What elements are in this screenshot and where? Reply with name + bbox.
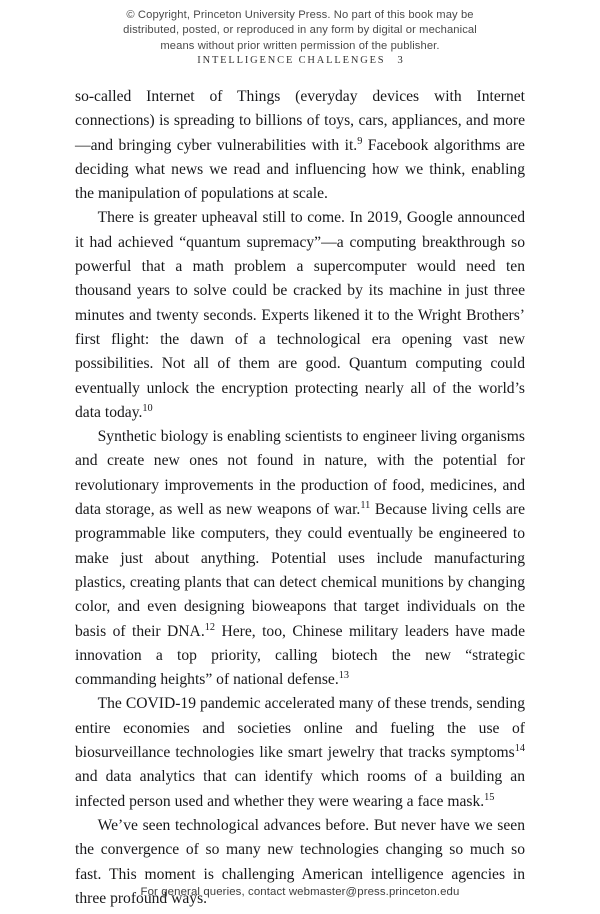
footnote-marker[interactable]: 10 bbox=[142, 402, 153, 414]
copyright-notice bbox=[70, 8, 530, 54]
running-head-title: INTELLIGENCE CHALLENGES bbox=[197, 55, 386, 66]
copyright-line-2: distributed, posted, or reproduced in any form by digital or mechanical bbox=[123, 24, 477, 37]
paragraph-text: so-called Internet of Things (everyday devices with Internet connections) is spreading to billions of toys, cars, appliances, and more—and bringing cyber vulnerabilities with it. bbox=[75, 88, 525, 154]
body-text-block bbox=[75, 85, 525, 911]
paragraph-text: Synthetic biology is enabling scientists to engineer living organisms and create new ones not found in nature, with the potential for revolutionary improvements in the production of food, medicines, and data storage, as well as new weapons of war. bbox=[75, 428, 525, 519]
para-synthetic-biology bbox=[75, 425, 525, 692]
paragraph-text: Because living cells are programmable like computers, they could eventually be engineered to make just about anything. Potential uses include manufacturing plastics, creating plants that can detect chemical munitions by changing color, and even designing bioweapons that target individuals on the basis of their DNA. bbox=[75, 501, 525, 640]
footer-query-note: For general queries, contact webmaster@press.princeton.edu bbox=[140, 886, 460, 898]
copyright-line-1: © Copyright, Princeton University Press. No part of this book may be bbox=[126, 9, 474, 21]
paragraph-text: Here, too, Chinese military leaders have made innovation a top priority, calling biotech the new “strategic commanding heights” of national defense. bbox=[75, 622, 525, 689]
footnote-marker[interactable]: 15 bbox=[484, 791, 495, 803]
running-head bbox=[0, 54, 600, 66]
page-number: 3 bbox=[397, 54, 403, 66]
footnote-marker[interactable]: 13 bbox=[338, 669, 349, 681]
para-internet-of-things bbox=[75, 85, 525, 206]
copyright-line-3: means without prior written permission of the publisher. bbox=[160, 39, 440, 52]
footnote-marker[interactable]: 14 bbox=[514, 742, 525, 754]
para-covid-pandemic bbox=[75, 692, 525, 813]
footnote-marker[interactable]: 12 bbox=[204, 621, 216, 633]
paragraph-text: Facebook algorithms are deciding what news we read and influencing how we think, enabling the manipulation of populations at scale. bbox=[75, 136, 525, 203]
paragraph-text: There is greater upheaval still to come. In 2019, Google announced it had achieved “quantum supremacy”—a computing breakthrough so powerful that a math problem a supercomputer would need ten thousand years to solve could be cracked by its machine in just three minutes and twenty seconds. Experts likened it to the Wright Brothers’ first flight: the dawn of a technological era opening vast new possibilities. Not all of them are good. Quantum computing could eventually unlock the encryption protecting nearly all of the world’s data today. bbox=[75, 209, 525, 421]
paragraph-text: The COVID-19 pandemic accelerated many of these trends, sending entire economies and societies online and fueling the use of biosurveillance technologies like smart jewelry that tracks symptoms bbox=[75, 695, 525, 762]
paragraph-text: We’ve seen technological advances before. But never have we seen the convergence of so many new technologies changing so much so fast. This moment is challenging American intelligence agencies in three profound ways. bbox=[75, 816, 525, 907]
para-quantum-supremacy bbox=[75, 206, 525, 425]
paragraph-text: and data analytics that can identify which rooms of a building an infected person used and whether they were wearing a face mask. bbox=[75, 768, 525, 810]
footnote-marker[interactable]: 11 bbox=[360, 499, 371, 511]
footnote-marker[interactable]: 9 bbox=[357, 135, 363, 147]
